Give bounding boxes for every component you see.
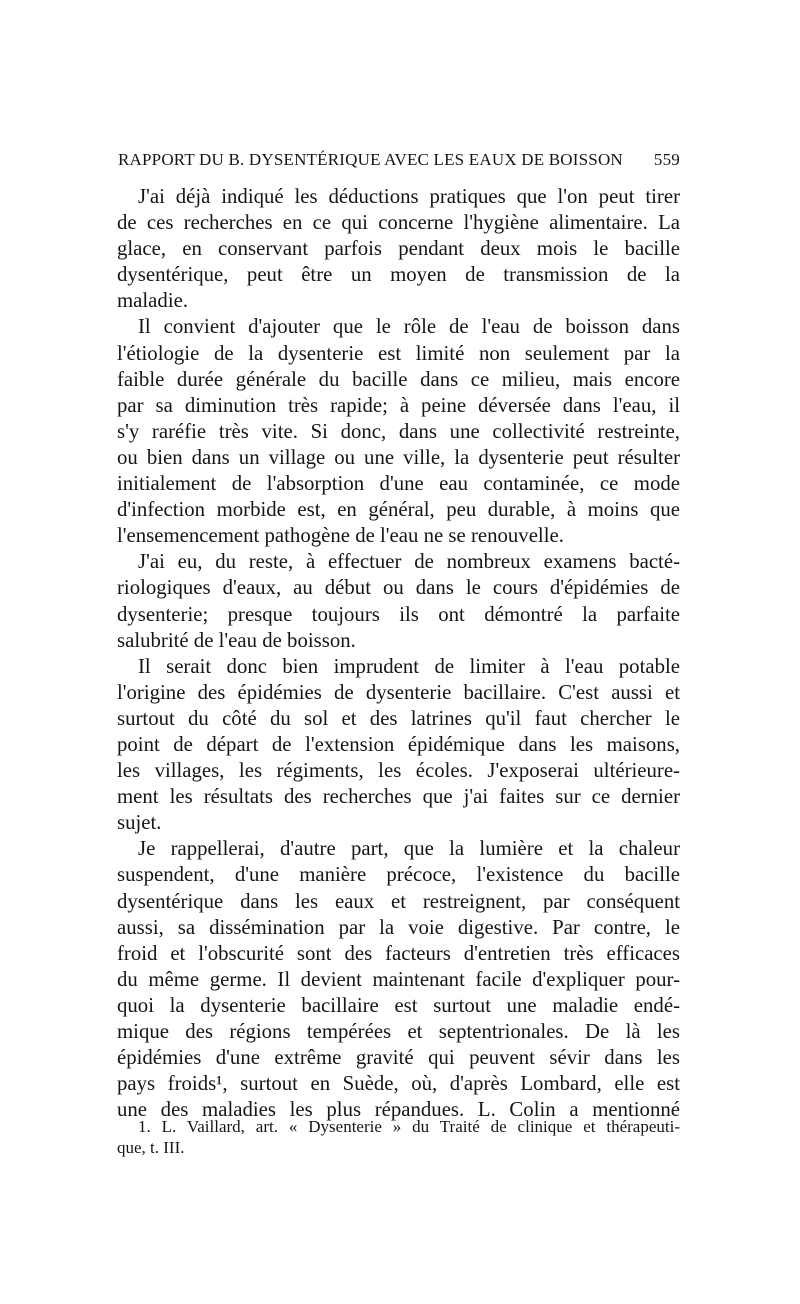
text-line: une des maladies les plus répandues. L. Colin a mentionné	[117, 1098, 680, 1122]
running-head	[118, 150, 680, 170]
text-line: froid et l'obscurité sont des facteurs d'entretien très efficaces	[117, 941, 680, 965]
running-title: RAPPORT DU B. DYSENTÉRIQUE AVEC LES EAUX DE BOISSON	[118, 150, 623, 169]
text-line: glace, en conservant parfois pendant deux mois le bacille	[117, 237, 680, 261]
text-line: point de départ de l'extension épidémique dans les maisons,	[117, 732, 680, 756]
text-line: salubrité de l'eau de boisson.	[117, 628, 356, 652]
text-line: dysenterie; presque toujours ils ont démontré la parfaite	[117, 602, 680, 626]
footnote	[117, 1116, 680, 1158]
text-line: sujet.	[117, 811, 162, 835]
text-line: l'origine des épidémies de dysenterie bacillaire. C'est aussi et	[117, 680, 680, 704]
text-line: maladie.	[117, 289, 189, 313]
text-line: s'y raréfie très vite. Si donc, dans une collectivité restreinte,	[117, 419, 680, 443]
text-line: initialement de l'absorption d'une eau contaminée, ce mode	[117, 472, 680, 496]
text-line: par sa diminution très rapide; à peine déversée dans l'eau, il	[117, 393, 680, 417]
text-line: d'infection morbide est, en général, peu durable, à moins que	[117, 498, 680, 522]
text-line: l'étiologie de la dysenterie est limité non seulement par la	[117, 341, 680, 365]
text-line: ou bien dans un village ou une ville, la dysenterie peut résulter	[117, 445, 680, 469]
text-line: Il serait donc bien imprudent de limiter à l'eau potable	[138, 654, 680, 678]
text-line: J'ai déjà indiqué les déductions pratiques que l'on peut tirer	[138, 185, 680, 208]
text-line: l'ensemencement pathogène de l'eau ne se renouvelle.	[117, 524, 564, 548]
text-line: surtout du côté du sol et des latrines qu'il faut chercher le	[117, 706, 680, 730]
footnote-line: 1. L. Vaillard, art. « Dysenterie » du Traité de clinique et thérapeuti-	[138, 1117, 680, 1136]
text-line: de ces recherches en ce qui concerne l'hygiène alimentaire. La	[117, 211, 680, 235]
text-line: du même germe. Il devient maintenant facile d'expliquer pour-	[117, 967, 680, 991]
text-line: J'ai eu, du reste, à effectuer de nombreux examens bacté-	[138, 550, 680, 574]
footnote-line: que, t. III.	[117, 1138, 185, 1157]
text-line: Je rappellerai, d'autre part, que la lumière et la chaleur	[138, 837, 680, 861]
text-line: suspendent, d'une manière précoce, l'existence du bacille	[117, 863, 680, 887]
text-line: Il convient d'ajouter que le rôle de l'eau de boisson dans	[138, 315, 680, 339]
text-line: faible durée générale du bacille dans ce milieu, mais encore	[117, 367, 680, 391]
text-line: quoi la dysenterie bacillaire est surtout une maladie endé-	[117, 993, 680, 1017]
text-line: mique des régions tempérées et septentrionales. De là les	[117, 1020, 680, 1043]
text-line: dysentérique, peut être un moyen de transmission de la	[117, 263, 680, 287]
text-line: ment les résultats des recherches que j'ai faites sur ce dernier	[117, 785, 680, 809]
text-line: riologiques d'eaux, au début ou dans le cours d'épidémies de	[117, 576, 680, 600]
text-line: dysentérique dans les eaux et restreignent, par conséquent	[117, 889, 680, 913]
text-line: aussi, sa dissémination par la voie digestive. Par contre, le	[117, 915, 680, 939]
page-number: 559	[653, 150, 680, 169]
text-line: les villages, les régiments, les écoles. J'exposerai ultérieure-	[117, 759, 680, 783]
text-line: pays froids¹, surtout en Suède, où, d'après Lombard, elle est	[117, 1072, 680, 1096]
text-line: épidémies d'une extrême gravité qui peuvent sévir dans les	[117, 1046, 680, 1070]
body-text	[117, 184, 680, 1123]
